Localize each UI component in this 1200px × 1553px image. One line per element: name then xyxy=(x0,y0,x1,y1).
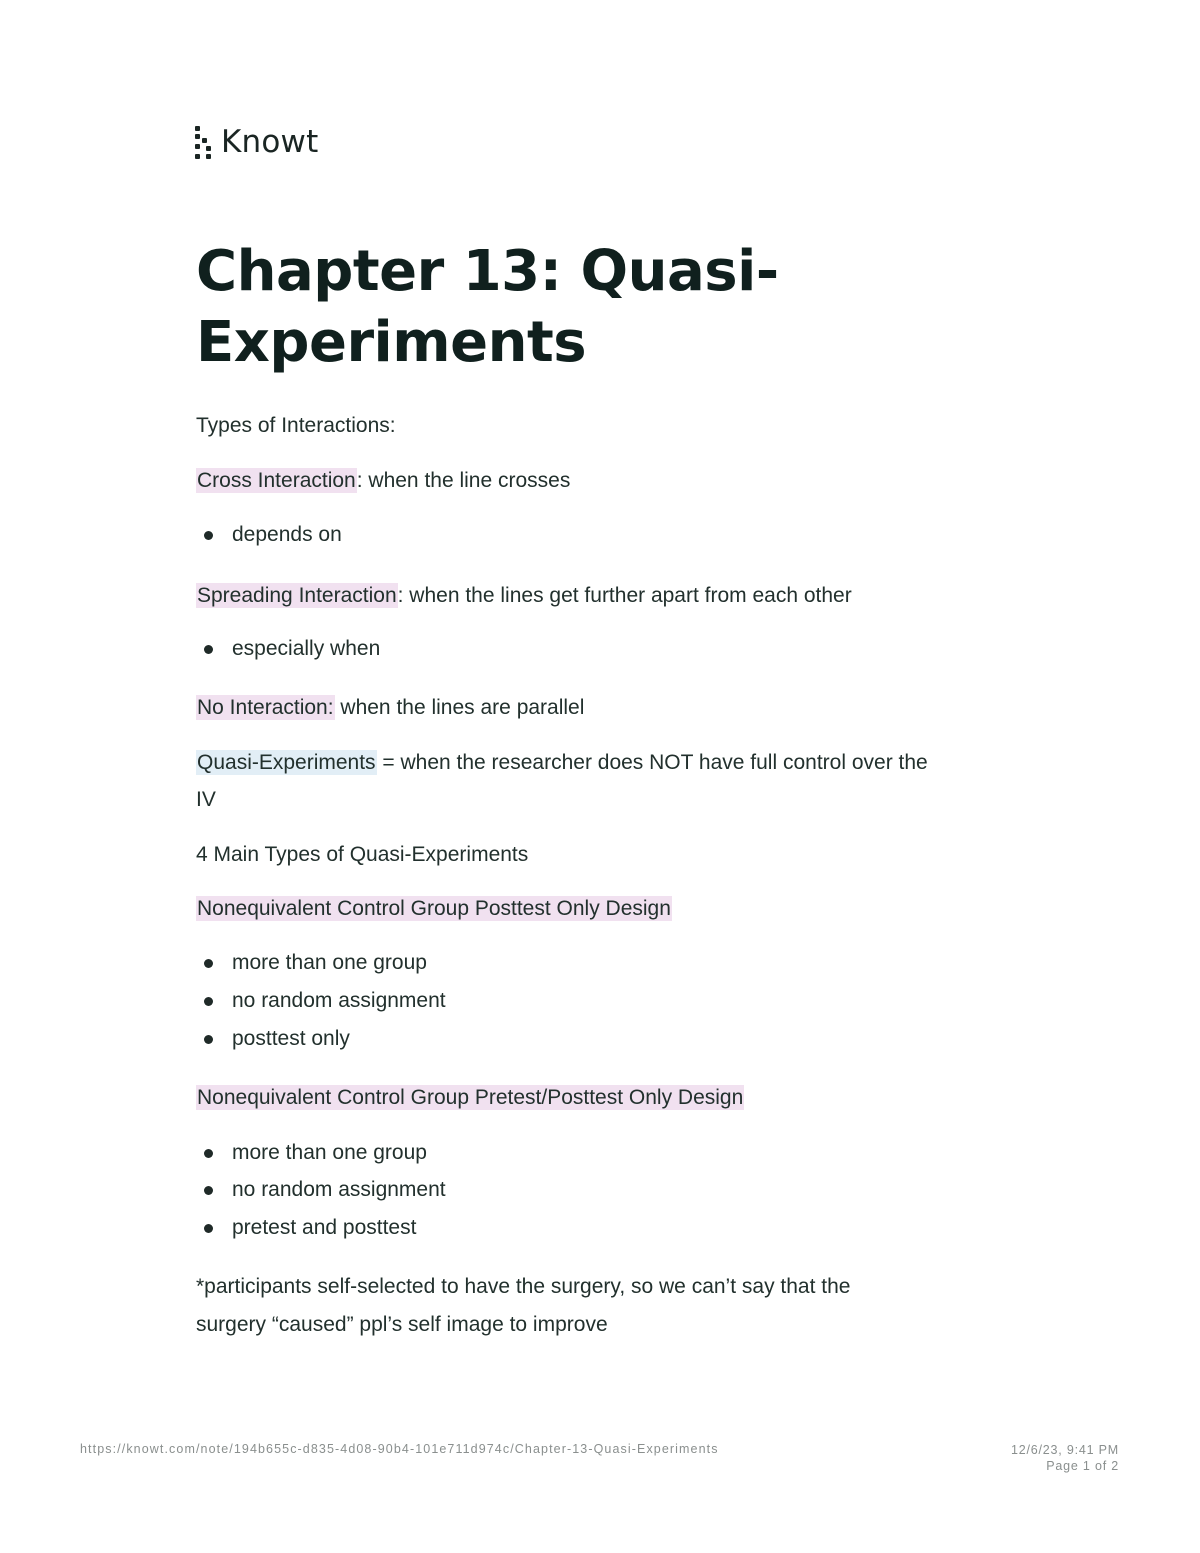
note-line-2: surgery “caused” ppl’s self image to improve xyxy=(196,1313,608,1336)
list-item: no random assignment xyxy=(232,986,446,1016)
footer-datetime: 12/6/23, 9:41 PM xyxy=(1010,1443,1119,1457)
list-item: depends on xyxy=(232,520,342,550)
list-item: no random assignment xyxy=(232,1175,446,1205)
cross-interaction-line xyxy=(196,466,570,496)
list-item: more than one group xyxy=(232,1138,427,1168)
no-interaction-definition: when the lines are parallel xyxy=(334,696,585,719)
list-item: more than one group xyxy=(232,948,427,978)
knowt-dots-icon xyxy=(193,124,213,160)
list-item: pretest and posttest xyxy=(232,1213,416,1243)
bullet-icon xyxy=(204,1035,213,1044)
bullet-icon xyxy=(204,645,213,654)
bullet-icon xyxy=(204,531,213,540)
quasi-experiments-definition-cont: IV xyxy=(196,788,216,811)
bullet-icon xyxy=(204,959,213,968)
bullet-icon xyxy=(204,1149,213,1158)
list-item: especially when xyxy=(232,634,380,664)
knowt-logo-text: Knowt xyxy=(221,124,319,160)
spreading-interaction-line xyxy=(196,581,852,611)
types-heading: Types of Interactions: xyxy=(196,414,396,437)
note-line-1: *participants self-selected to have the surgery, so we can’t say that the xyxy=(196,1275,851,1298)
quasi-experiments-line xyxy=(196,748,928,778)
footer-meta xyxy=(1011,1442,1119,1474)
quasi-experiments-term: Quasi-Experiments xyxy=(197,751,376,774)
spreading-interaction-term: Spreading Interaction xyxy=(197,584,397,607)
knowt-logo xyxy=(193,122,318,162)
cross-interaction-term: Cross Interaction xyxy=(197,469,356,492)
bullet-icon xyxy=(204,1224,213,1233)
footer-page-number: Page 1 of 2 xyxy=(1046,1459,1119,1473)
design2-title: Nonequivalent Control Group Pretest/Posttest Only Design xyxy=(197,1086,744,1109)
quasi-experiments-definition: = when the researcher does NOT have full control over the xyxy=(376,751,928,774)
no-interaction-line xyxy=(196,693,584,723)
design1-title: Nonequivalent Control Group Posttest Only Design xyxy=(197,897,671,920)
bullet-icon xyxy=(204,997,213,1006)
list-item: posttest only xyxy=(232,1024,350,1054)
footer-url: https://knowt.com/note/194b655c-d835-4d08-90b4-101e711d974c/Chapter-13-Quasi-Experiments xyxy=(80,1442,719,1456)
no-interaction-term: No Interaction: xyxy=(197,696,334,719)
bullet-icon xyxy=(204,1186,213,1195)
main-types-heading: 4 Main Types of Quasi-Experiments xyxy=(196,843,529,866)
page-title: Chapter 13: Quasi-Experiments xyxy=(196,239,779,375)
spreading-interaction-definition: : when the lines get further apart from each other xyxy=(397,584,852,607)
cross-interaction-definition: : when the line crosses xyxy=(356,469,571,492)
